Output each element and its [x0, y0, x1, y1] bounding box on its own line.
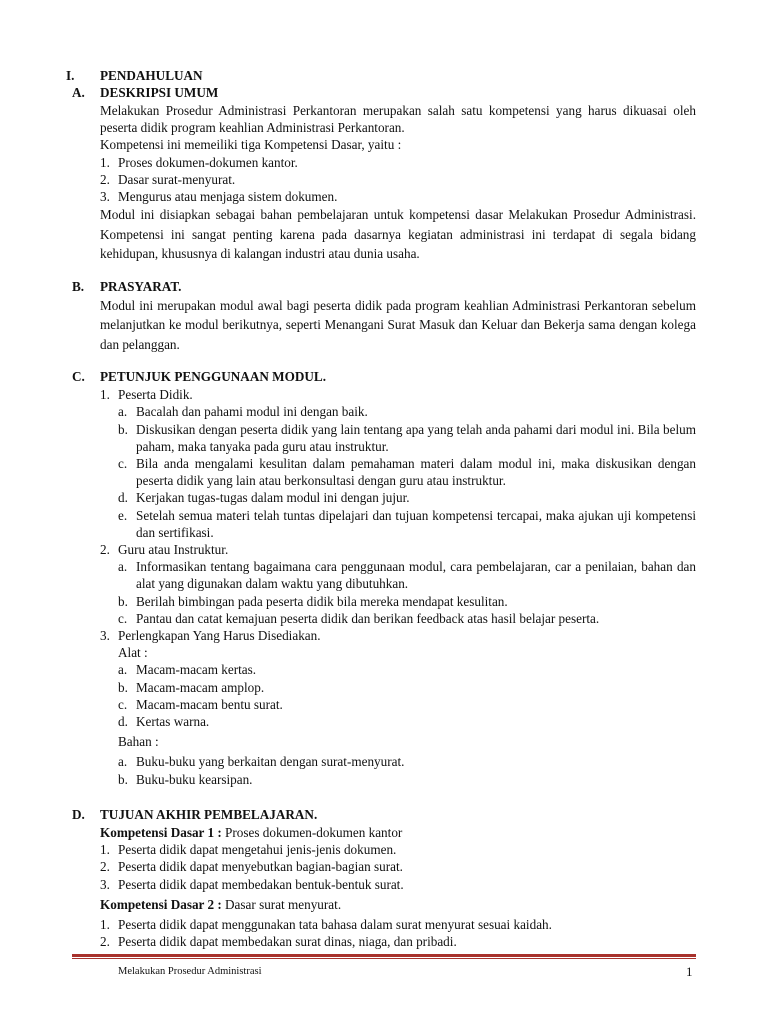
list-item-text: Buku-buku yang berkaitan dengan surat-menyurat.: [136, 754, 405, 770]
lettered-list: [118, 661, 696, 730]
paragraph: Kompetensi ini memeiliki tiga Kompetensi Dasar, yaitu :: [100, 137, 402, 153]
lettered-list: [118, 753, 696, 787]
section-letter: C.: [72, 369, 85, 385]
numbered-list: [100, 627, 696, 644]
bahan-label: Bahan :: [118, 734, 159, 750]
footer-title: Melakukan Prosedur Administrasi: [118, 966, 262, 977]
numbered-list: [100, 916, 696, 950]
kd2-heading: [100, 896, 696, 913]
list-item: 1. Proses dokumen-dokumen kantor.: [100, 154, 696, 171]
list-item-text: Mengurus atau menjaga sistem dokumen.: [118, 189, 338, 205]
list-item: a. Informasikan tentang bagaimana cara penggunaan modul, cara pembelajaran, car a penilaian, bahan dan alat yang digunakan dalam waktu yang dibutuhkan.: [118, 559, 696, 592]
list-item: e. Setelah semua materi telah tuntas dipelajari dan tujuan kompetensi tercapai, maka ajukan uji kompetensi dan sertifikasi.: [118, 507, 696, 540]
numbered-list: [100, 841, 696, 893]
list-item: c. Pantau dan catat kemajuan peserta didik dan berikan feedback atas hasil belajar peserta.: [118, 610, 696, 627]
lettered-list: [118, 403, 696, 541]
chapter-number: I.: [66, 68, 75, 83]
chapter-title: PENDAHULUAN: [100, 68, 203, 83]
list-item: 1. Peserta didik dapat mengetahui jenis-jenis dokumen.: [100, 841, 696, 858]
list-item-text: Pantau dan catat kemajuan peserta didik dan berikan feedback atas hasil belajar peserta.: [136, 610, 600, 626]
page-number: 1: [686, 964, 693, 979]
kd1-text: Proses dokumen-dokumen kantor: [221, 824, 403, 840]
list-item-text: Peserta didik dapat menyebutkan bagian-bagian surat.: [118, 859, 403, 875]
section-title: DESKRIPSI UMUM: [100, 85, 219, 100]
footer-rule-thin: [72, 958, 696, 959]
list-item-text: Kerjakan tugas-tugas dalam modul ini dengan jujur.: [136, 490, 410, 506]
section-letter: B.: [72, 278, 85, 294]
alat-label: Alat :: [118, 645, 148, 661]
list-item-text: Peserta didik dapat menggunakan tata bahasa dalam surat menyurat sesuai kaidah.: [118, 916, 552, 932]
paragraph: Melakukan Prosedur Administrasi Perkantoran merupakan salah satu kompetensi yang harus dikuasai oleh peserta didik program keahlian Administrasi Perkantoran.: [100, 103, 696, 136]
list-item: 3. Mengurus atau menjaga sistem dokumen.: [100, 188, 696, 205]
kd2-text: Dasar surat menyurat.: [221, 896, 342, 912]
section-body-b: [100, 296, 696, 355]
list-item: 3. Peserta didik dapat membedakan bentuk-bentuk surat.: [100, 876, 696, 893]
list-item: a. Macam-macam kertas.: [118, 661, 696, 678]
list-item-text: Bila anda mengalami kesulitan dalam pemahaman materi dalam modul ini, maka diskusikan dengan peserta didik yang lain atau berkonsultasi dengan guru atau instruktur.: [136, 456, 696, 489]
list-item: 2. Peserta didik dapat membedakan surat dinas, niaga, dan pribadi.: [100, 933, 696, 950]
list-item: c. Bila anda mengalami kesulitan dalam pemahaman materi dalam modul ini, maka diskusikan dengan peserta didik yang lain atau berkonsultasi dengan guru atau instruktur.: [118, 456, 696, 489]
list-item-text: Dasar surat-menyurat.: [118, 171, 236, 187]
list-item-text: Macam-macam kertas.: [136, 662, 257, 678]
section-title: TUJUAN AKHIR PEMBELAJARAN.: [100, 806, 318, 822]
list-item-text: Perlengkapan Yang Harus Disediakan.: [118, 628, 321, 644]
list-item-text: Berilah bimbingan pada peserta didik bila mereka mendapat kesulitan.: [136, 593, 508, 609]
list-item: d. Kertas warna.: [118, 713, 696, 730]
lettered-list: [118, 558, 696, 627]
list-item: b. Macam-macam amplop.: [118, 679, 696, 696]
section-body-a: [100, 102, 696, 264]
list-item: c. Macam-macam bentu surat.: [118, 696, 696, 713]
section-letter: A.: [72, 85, 85, 100]
list-item: a. Bacalah dan pahami modul ini dengan baik.: [118, 403, 696, 420]
kd2-title: Kompetensi Dasar 2 :: [100, 896, 222, 912]
list-item: b. Berilah bimbingan pada peserta didik bila mereka mendapat kesulitan.: [118, 593, 696, 610]
list-item-text: Diskusikan dengan peserta didik yang lain tentang apa yang telah anda pahami dari modul ini. Bila belum paham, maka tanyaka pada guru atau instruktur.: [136, 421, 696, 454]
section-title: PRASYARAT.: [100, 278, 182, 294]
list-item-text: Setelah semua materi telah tuntas dipelajari dan tujuan kompetensi tercapai, maka ajukan uji kompetensi dan sertifikasi.: [136, 507, 696, 540]
list-item-text: Macam-macam amplop.: [136, 679, 265, 695]
list-item: 3. Perlengkapan Yang Harus Disediakan.: [100, 627, 696, 644]
section-body-c: [100, 386, 696, 788]
list-item: 1. Peserta Didik.: [100, 386, 696, 403]
list-item-text: Bacalah dan pahami modul ini dengan baik.: [136, 404, 368, 420]
list-item-text: Buku-buku kearsipan.: [136, 771, 253, 787]
list-item-text: Macam-macam bentu surat.: [136, 696, 283, 712]
list-item: b. Diskusikan dengan peserta didik yang lain tentang apa yang telah anda pahami dari modul ini. Bila belum paham, maka tanyaka pada guru atau instruktur.: [118, 421, 696, 454]
footer-rule-thick: [72, 954, 696, 957]
list-item-text: Proses dokumen-dokumen kantor.: [118, 154, 298, 170]
document-body: [66, 67, 696, 950]
list-item: a. Buku-buku yang berkaitan dengan surat-menyurat.: [118, 753, 696, 770]
section-title: PETUNJUK PENGGUNAAN MODUL.: [100, 369, 327, 385]
list-item-text: Peserta didik dapat membedakan bentuk-bentuk surat.: [118, 876, 404, 892]
list-item: 1. Peserta didik dapat menggunakan tata bahasa dalam surat menyurat sesuai kaidah.: [100, 916, 696, 933]
list-item: d. Kerjakan tugas-tugas dalam modul ini dengan jujur.: [118, 489, 696, 506]
list-item: b. Buku-buku kearsipan.: [118, 771, 696, 788]
chapter-heading: [66, 67, 696, 84]
kd1-heading: [100, 824, 696, 841]
list-item-text: Peserta Didik.: [118, 387, 193, 403]
list-item: 2. Guru atau Instruktur.: [100, 541, 696, 558]
section-heading-a: [72, 84, 696, 102]
section-body-d: [100, 824, 696, 950]
section-letter: D.: [72, 806, 85, 822]
list-item-text: Peserta didik dapat membedakan surat dinas, niaga, dan pribadi.: [118, 934, 457, 950]
section-heading-d: [72, 806, 696, 824]
list-item-text: Informasikan tentang bagaimana cara penggunaan modul, cara pembelajaran, car a penilaian, bahan dan alat yang digunakan dalam waktu yang dibutuhkan.: [136, 559, 696, 592]
list-item-text: Peserta didik dapat mengetahui jenis-jenis dokumen.: [118, 842, 397, 858]
list-item-text: Guru atau Instruktur.: [118, 542, 229, 558]
section-heading-c: [72, 368, 696, 386]
list-item: 2. Peserta didik dapat menyebutkan bagian-bagian surat.: [100, 858, 696, 875]
numbered-list: [100, 541, 696, 558]
list-item: 2. Dasar surat-menyurat.: [100, 171, 696, 188]
section-heading-b: [72, 278, 696, 296]
numbered-list: [100, 386, 696, 403]
paragraph: Modul ini merupakan modul awal bagi peserta didik pada program keahlian Administrasi Perkantoran sebelum melanjutkan ke modul berikutnya, seperti Menangani Surat Masuk dan Keluar dan Bekerja sama dengan kolega dan pelanggan.: [100, 297, 696, 352]
numbered-list: [100, 154, 696, 206]
paragraph: Modul ini disiapkan sebagai bahan pembelajaran untuk kompetensi dasar Melakukan Prosedur Administrasi. Kompetensi ini sangat penting karena pada dasarnya kegiatan administrasi ini terdapat di segala bidang kehidupan, khususnya di kalangan industri atau dunia usaha.: [100, 207, 696, 262]
list-item-text: Kertas warna.: [136, 714, 210, 730]
kd1-title: Kompetensi Dasar 1 :: [100, 824, 222, 840]
